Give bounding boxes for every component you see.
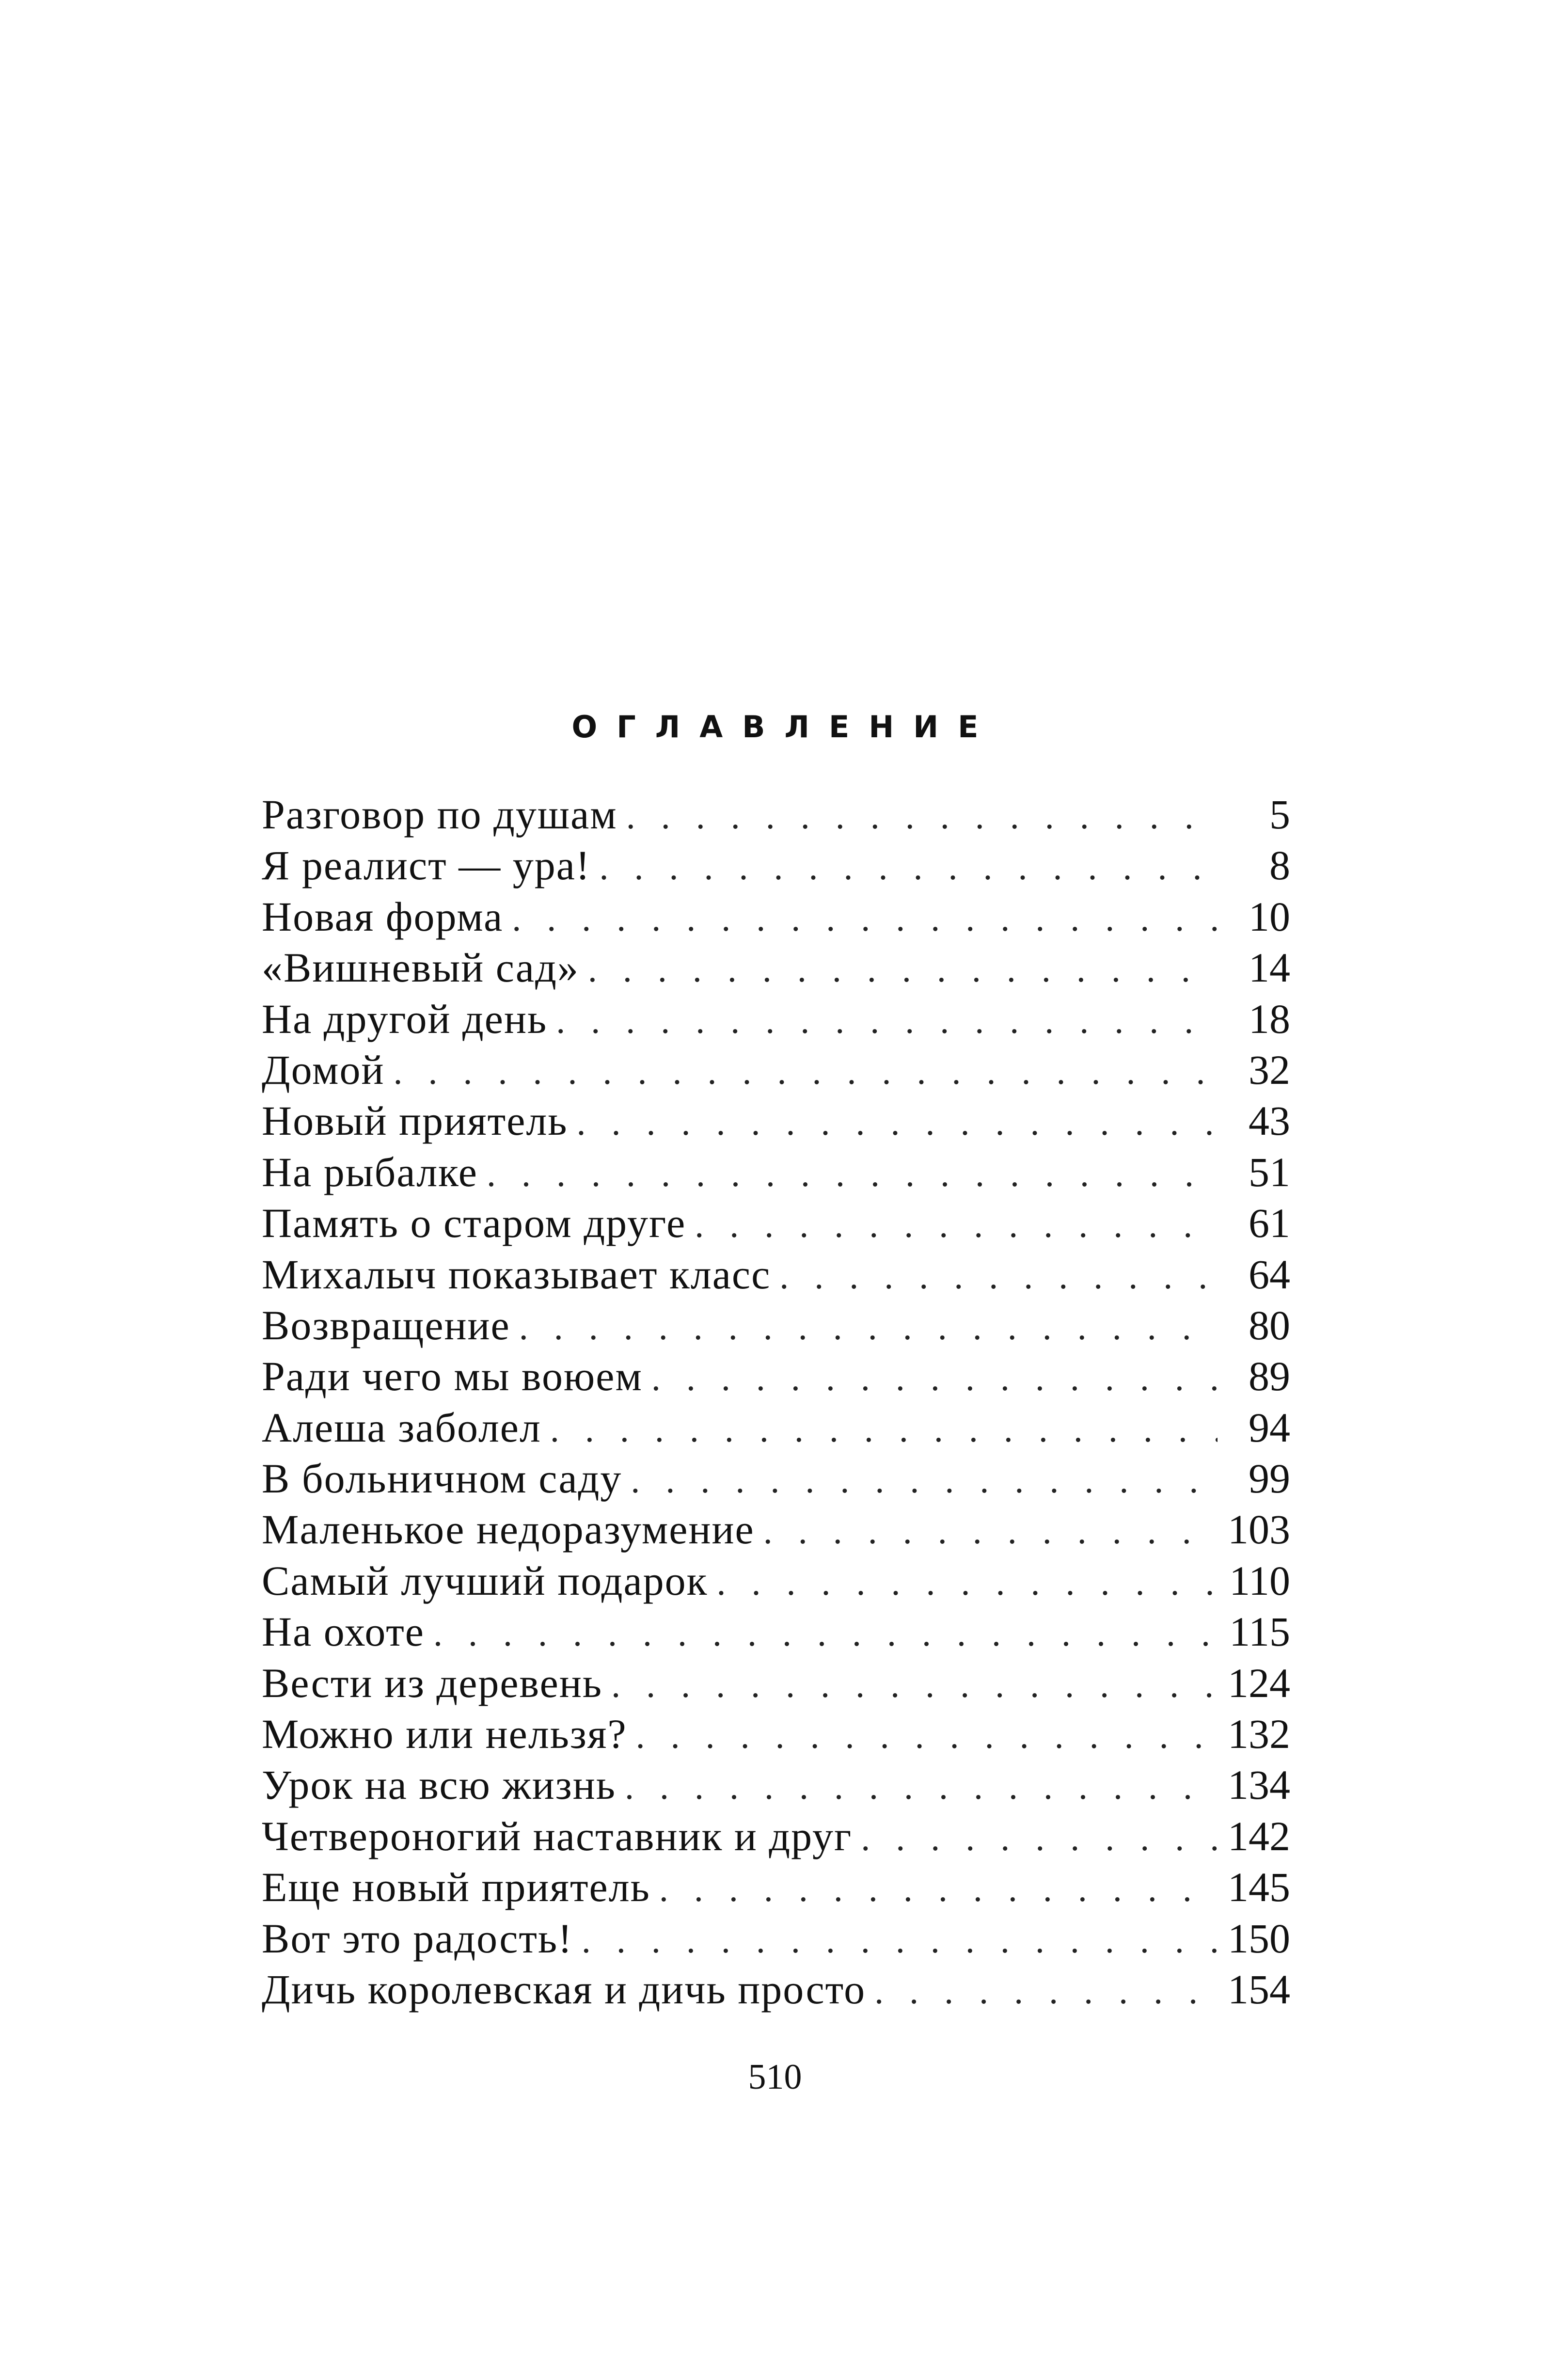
- toc-entry-title: Домой: [262, 1046, 385, 1093]
- toc-entry-title: «Вишневый сад»: [262, 944, 579, 991]
- toc-entry: [262, 994, 1290, 1045]
- toc-entry-title: Самый лучший подарок: [262, 1557, 708, 1604]
- dot-leader: [861, 1811, 1218, 1864]
- dot-leader: [716, 1555, 1218, 1608]
- toc-entry-title: Урок на всю жизнь: [262, 1761, 616, 1809]
- toc-entry-title: Дичь королевская и дичь просто: [262, 1966, 866, 2013]
- toc-entry-page: 10: [1249, 893, 1290, 940]
- toc-entry: [262, 1504, 1290, 1555]
- toc-entry-title: На охоте: [262, 1608, 425, 1655]
- toc-entry-page: 80: [1249, 1301, 1290, 1349]
- dot-leader: [659, 1862, 1218, 1915]
- dot-leader: [626, 789, 1218, 842]
- toc-entry-page: 51: [1249, 1148, 1290, 1195]
- dot-leader: [550, 1402, 1218, 1455]
- toc-entry-title: Память о старом друге: [262, 1200, 686, 1247]
- toc-entry-page: 89: [1249, 1353, 1290, 1400]
- dot-leader: [611, 1658, 1218, 1711]
- toc-entry-page: 32: [1249, 1046, 1290, 1093]
- toc-entry: [262, 1913, 1290, 1964]
- toc-entry-page: 154: [1228, 1966, 1290, 2013]
- toc-entry-title: Возвращение: [262, 1301, 510, 1349]
- toc-entry: [262, 1964, 1290, 2015]
- toc-entry: [262, 891, 1290, 942]
- toc-entry: [262, 1402, 1290, 1453]
- dot-leader: [600, 840, 1218, 893]
- toc-entry-page: 5: [1269, 791, 1290, 838]
- dot-leader: [487, 1147, 1218, 1200]
- toc-entry-page: 43: [1249, 1097, 1290, 1144]
- toc-entry: [262, 1811, 1290, 1862]
- toc-entry-title: Я реалист — ура!: [262, 842, 591, 889]
- toc-entry-title: Ради чего мы воюем: [262, 1353, 643, 1400]
- toc-entry-title: На другой день: [262, 995, 548, 1042]
- toc-entry-title: Маленькое недоразумение: [262, 1506, 755, 1553]
- toc-entry-page: 14: [1249, 944, 1290, 991]
- dot-leader: [625, 1760, 1218, 1812]
- toc-entry: [262, 840, 1290, 891]
- toc-entry-title: В больничном саду: [262, 1455, 622, 1502]
- toc-entry-title: Вот это радость!: [262, 1915, 573, 1962]
- toc-entry: [262, 1300, 1290, 1351]
- dot-leader: [874, 1964, 1218, 2017]
- toc-entry-title: Новый приятель: [262, 1097, 568, 1144]
- dot-leader: [393, 1045, 1218, 1097]
- toc-entry: [262, 1095, 1290, 1146]
- toc-entry: [262, 1453, 1290, 1504]
- toc-entry: [262, 942, 1290, 993]
- dot-leader: [433, 1606, 1218, 1659]
- toc-entry-title: Можно или нельзя?: [262, 1711, 627, 1758]
- dot-leader: [779, 1249, 1218, 1302]
- dot-leader: [695, 1198, 1218, 1251]
- toc-entry-page: 61: [1249, 1200, 1290, 1247]
- toc-entry-title: Алеша заболел: [262, 1404, 541, 1451]
- toc-entry: [262, 1351, 1290, 1402]
- toc-entry-page: 110: [1229, 1557, 1290, 1604]
- dot-leader: [577, 1095, 1218, 1148]
- toc-entry: [262, 1862, 1290, 1913]
- toc-entry-page: 150: [1228, 1915, 1290, 1962]
- toc-entry-page: 94: [1249, 1404, 1290, 1451]
- toc-entry-page: 8: [1269, 842, 1290, 889]
- toc-entry: [262, 1760, 1290, 1810]
- page-number: 510: [748, 2057, 802, 2097]
- dot-leader: [512, 891, 1218, 944]
- toc-entry-title: Вести из деревень: [262, 1659, 603, 1706]
- toc-entry-page: 115: [1229, 1608, 1290, 1655]
- toc-entry-page: 142: [1228, 1812, 1290, 1859]
- toc-entry: [262, 1249, 1290, 1300]
- toc-entry: [262, 1709, 1290, 1760]
- toc-entry-page: 132: [1228, 1711, 1290, 1758]
- toc-entry-title: Новая форма: [262, 893, 504, 940]
- dot-leader: [651, 1351, 1218, 1404]
- toc-entry-title: Разговор по душам: [262, 791, 617, 838]
- table-of-contents: [262, 789, 1290, 2015]
- toc-entry-page: 103: [1228, 1506, 1290, 1553]
- dot-leader: [519, 1300, 1218, 1353]
- dot-leader: [588, 942, 1218, 995]
- toc-entry-title: На рыбалке: [262, 1148, 478, 1195]
- toc-entry-page: 124: [1228, 1659, 1290, 1706]
- toc-entry-page: 134: [1228, 1761, 1290, 1809]
- toc-entry-page: 18: [1249, 995, 1290, 1042]
- toc-entry-title: Михалыч показывает класс: [262, 1251, 771, 1298]
- toc-entry: [262, 1555, 1290, 1606]
- toc-entry: [262, 1606, 1290, 1657]
- dot-leader: [631, 1453, 1218, 1506]
- toc-entry-title: Четвероногий наставник и друг: [262, 1812, 853, 1859]
- toc-entry: [262, 1198, 1290, 1249]
- toc-entry: [262, 1045, 1290, 1095]
- dot-leader: [582, 1913, 1218, 1966]
- toc-entry: [262, 1658, 1290, 1709]
- toc-entry-title: Еще новый приятель: [262, 1864, 650, 1911]
- dot-leader: [556, 994, 1218, 1047]
- dot-leader: [763, 1504, 1218, 1557]
- toc-entry: [262, 1147, 1290, 1198]
- toc-entry-page: 145: [1228, 1864, 1290, 1911]
- toc-entry-page: 99: [1249, 1455, 1290, 1502]
- toc-entry-page: 64: [1249, 1251, 1290, 1298]
- dot-leader: [636, 1709, 1218, 1761]
- toc-entry: [262, 789, 1290, 840]
- toc-heading: ОГЛАВЛЕНИЕ: [571, 709, 998, 745]
